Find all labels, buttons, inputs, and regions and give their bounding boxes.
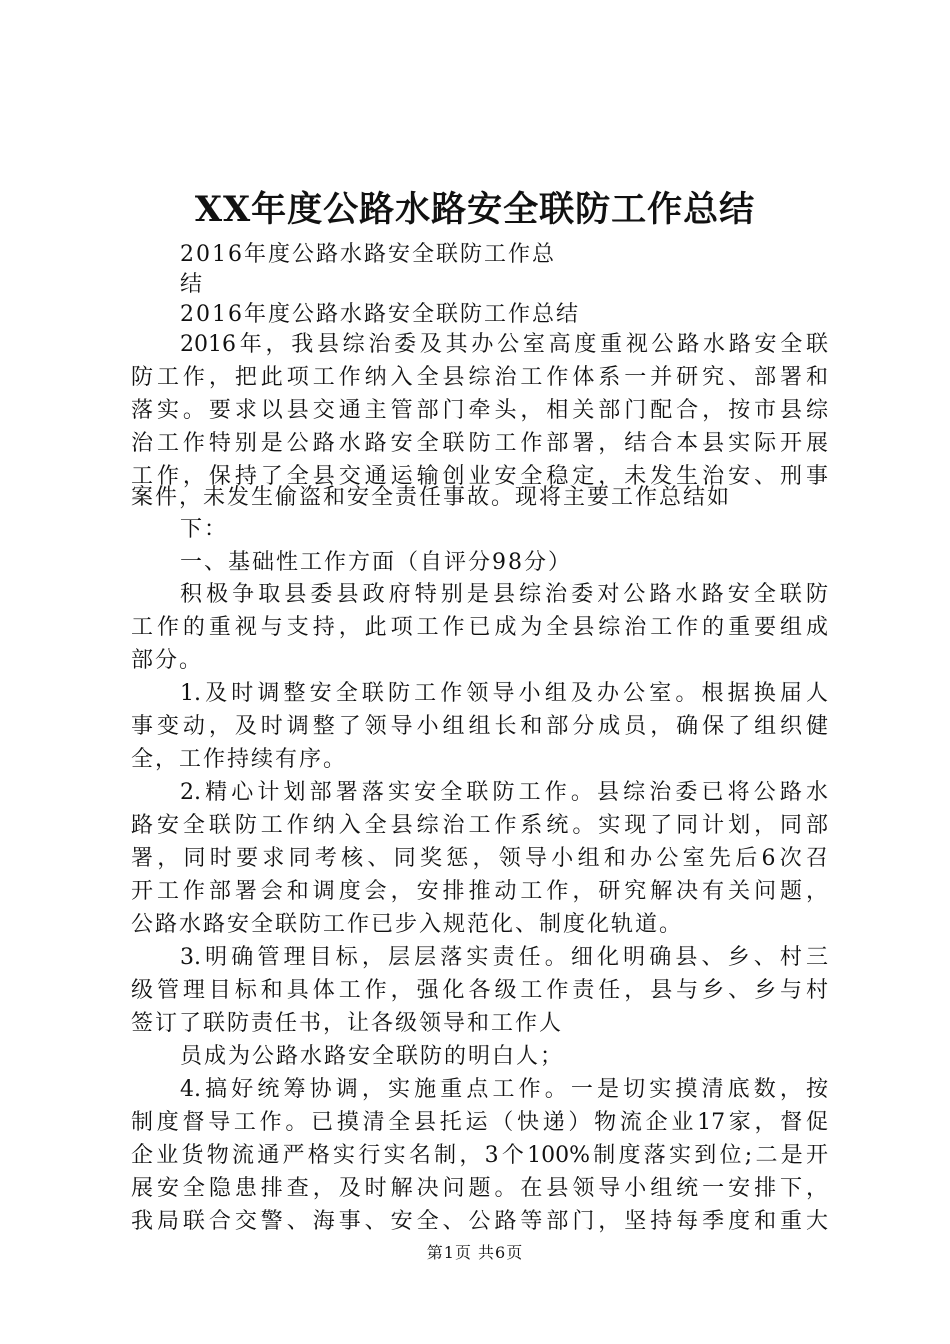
body-line: 结 (180, 272, 205, 297)
body-line: 落实。要求以县交通主管部门牵头，相关部门配合，按市县综 (131, 398, 828, 423)
document-title: XX年度公路水路安全联防工作总结 (194, 189, 756, 230)
body-line: 1.及时调整安全联防工作领导小组及办公室。根据换届人 (180, 681, 828, 706)
page-footer: 第1页 共6页 (426, 1243, 524, 1262)
body-line: 企业货物流通严格实行实名制，3个100%制度落实到位;二是开 (131, 1143, 828, 1168)
body-line: 部分。 (131, 648, 204, 673)
body-line: 工作，保持了全县交通运输创业安全稳定，未发生治安、刑事 (131, 464, 828, 489)
body-line: 签订了联防责任书，让各级领导和工作人 (131, 1011, 564, 1036)
body-line: 治工作特别是公路水路安全联防工作部署，结合本县实际开展 (131, 431, 828, 456)
section-heading: 一、基础性工作方面（自评分98分） (180, 550, 572, 575)
body-line: 署，同时要求同考核、同奖惩，领导小组和办公室先后6次召 (131, 846, 828, 871)
body-line: 我局联合交警、海事、安全、公路等部门，坚持每季度和重大 (131, 1209, 828, 1234)
body-line: 防工作，把此项工作纳入全县综治工作体系一并研究、部署和 (131, 365, 828, 390)
body-line: 展安全隐患排查，及时解决问题。在县领导小组统一安排下， (131, 1176, 828, 1201)
body-line: 工作的重视与支持，此项工作已成为全县综治工作的重要组成 (131, 615, 828, 640)
body-line: 案件，未发生偷盗和安全责任事故。现将主要工作总结如 (131, 485, 732, 510)
body-line: 公路水路安全联防工作已步入规范化、制度化轨道。 (131, 912, 684, 937)
body-line: 开工作部署会和调度会，安排推动工作，研究解决有关问题， (131, 879, 828, 904)
body-line: 2016年度公路水路安全联防工作总结 (180, 302, 580, 327)
body-line: 2016年度公路水路安全联防工作总 (180, 242, 556, 267)
body-line: 事变动，及时调整了领导小组组长和部分成员，确保了组织健 (131, 714, 828, 739)
body-line: 积极争取县委县政府特别是县综治委对公路水路安全联防 (180, 582, 828, 607)
body-line: 3.明确管理目标，层层落实责任。细化明确县、乡、村三 (180, 945, 828, 970)
body-line: 制度督导工作。已摸清全县托运（快递）物流企业17家，督促 (131, 1110, 828, 1135)
body-line: 员成为公路水路安全联防的明白人； (180, 1044, 565, 1069)
body-line: 下： (180, 517, 229, 542)
body-line: 2016年，我县综治委及其办公室高度重视公路水路安全联 (180, 332, 828, 357)
body-line: 4.搞好统筹协调，实施重点工作。一是切实摸清底数，按 (180, 1077, 828, 1102)
body-line: 全，工作持续有序。 (131, 747, 348, 772)
body-line: 级管理目标和具体工作，强化各级工作责任，县与乡、乡与村 (131, 978, 828, 1003)
body-line: 2.精心计划部署落实安全联防工作。县综治委已将公路水 (180, 780, 828, 805)
body-line: 路安全联防工作纳入全县综治工作系统。实现了同计划，同部 (131, 813, 828, 838)
